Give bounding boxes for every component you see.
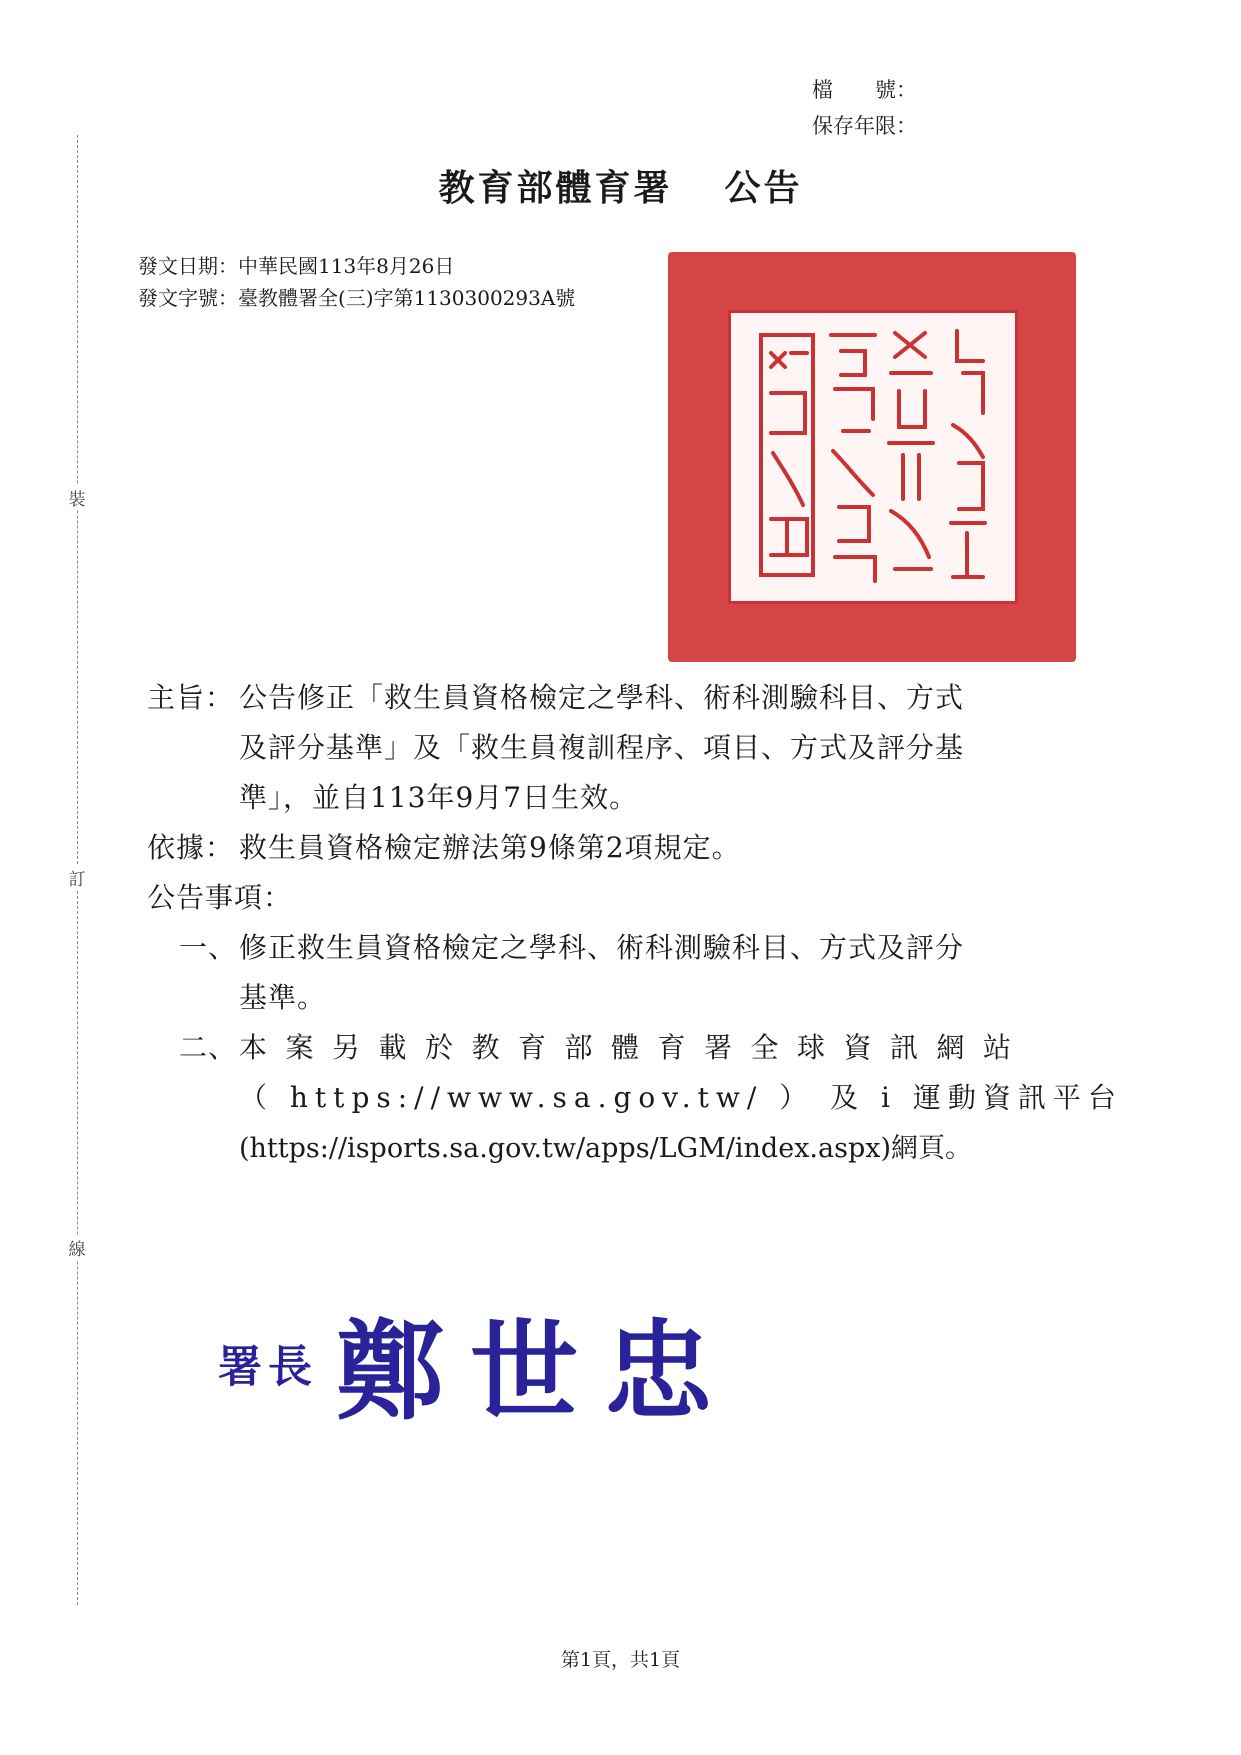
binding-char-stitch: 訂 (64, 865, 90, 890)
doc-ref-label: 發文字號： (138, 286, 238, 310)
binding-char-line: 線 (64, 1235, 90, 1260)
basis-section (147, 826, 1087, 876)
basis-text: 救生員資格檢定辦法第9條第2項規定。 (239, 831, 741, 864)
basis-label: 依據： (147, 831, 235, 864)
director-signature (218, 1285, 738, 1440)
issue-date-value: 中華民國113年8月26日 (238, 254, 455, 278)
subject-line: 準」，並自113年9月7日生效。 (239, 781, 639, 814)
issue-date-label: 發文日期： (138, 254, 238, 278)
doc-ref-value: 臺教體署全(三)字第1130300293A號 (238, 286, 576, 310)
item-line-url: （ https://www.sa.gov.tw/ ） 及 i 運動資訊平台 (239, 1081, 1123, 1114)
org-name: 教育部體育署 (438, 167, 673, 209)
item-line-url: (https://isports.sa.gov.tw/apps/LGM/index.aspx)網頁。 (239, 1133, 972, 1164)
file-number-label: 檔 號： (812, 78, 917, 102)
item-line: 本案另載於教育部體育署全球資訊網站 (239, 1031, 1030, 1064)
item-number: 二、 (179, 1031, 238, 1064)
notice-items-section (147, 876, 1123, 1176)
item-line: 基準。 (239, 981, 327, 1014)
doc-type: 公告 (724, 167, 803, 209)
signature-name: 鄭世忠 (336, 1309, 739, 1435)
binding-char-bind: 裝 (64, 485, 90, 510)
subject-line: 及評分基準」及「救生員複訓程序、項目、方式及評分基 (239, 731, 965, 764)
subject-section (147, 676, 1087, 826)
item-number: 一、 (179, 931, 238, 964)
signature-title: 署長 (218, 1341, 318, 1393)
subject-label: 主旨： (147, 681, 235, 714)
page-number: 第1頁，共1頁 (560, 1649, 681, 1671)
item-line: 修正救生員資格檢定之學科、術科測驗科目、方式及評分 (239, 931, 965, 964)
notice-items-label: 公告事項： (147, 881, 293, 914)
subject-line: 公告修正「救生員資格檢定之學科、術科測驗科目、方式 (239, 681, 965, 714)
retention-label: 保存年限： (812, 114, 917, 138)
